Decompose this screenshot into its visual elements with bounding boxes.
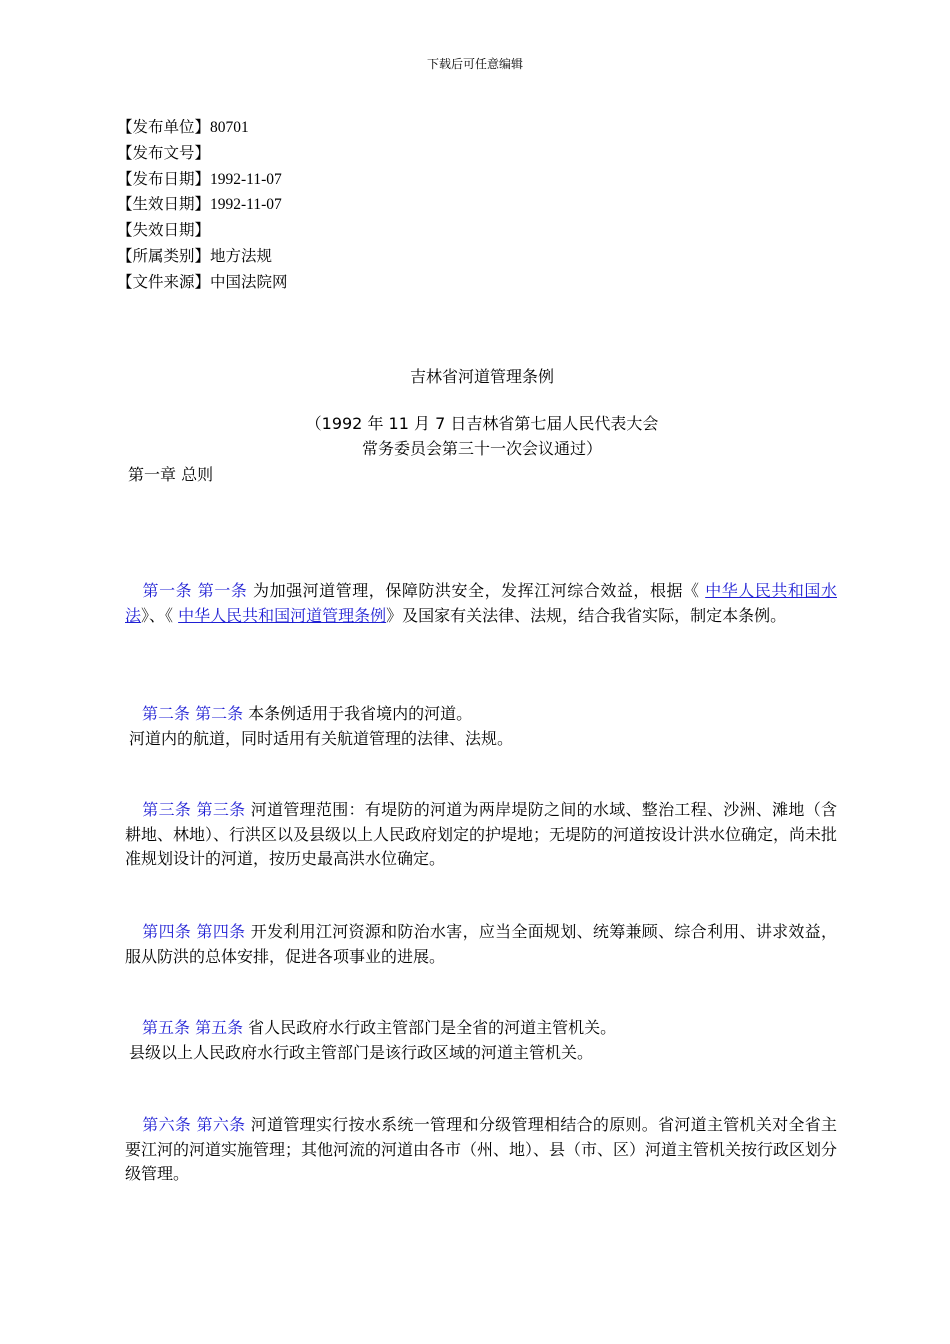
meta-value: 地方法规 — [210, 246, 273, 265]
article-number: 第一条 第一条 — [142, 581, 248, 600]
article-text: 本条例适用于我省境内的河道。 — [243, 704, 473, 723]
article-number: 第二条 第二条 — [142, 704, 244, 723]
article-text: 河道管理范围：有堤防的河道为两岸堤防之间的水域、整治工程、沙洲、滩地（含耕地、林地）、行洪区以及县级以上人民政府划定的护堤地；无堤防的河道按设计洪水位确定，尚未批准规划设计的河道，按历史最高洪水位确定。 — [125, 800, 838, 868]
meta-value: 1992-11-07 — [210, 196, 282, 214]
article-text: 》及国家有关法律、法规，结合我省实际，制定本条例。 — [386, 605, 787, 625]
article-paragraph — [125, 579, 837, 628]
meta-value: 1992-11-07 — [210, 170, 282, 188]
meta-label: 【失效日期】 — [117, 221, 211, 240]
article-text: 》、《 — [141, 605, 179, 625]
article-continuation: 县级以上人民政府水行政主管部门是该行政区域的河道主管机关。 — [129, 1042, 594, 1062]
article-number: 第六条 第六条 — [142, 1115, 246, 1134]
article-text: 为加强河道管理，保障防洪安全，发挥江河综合效益，根据《 — [247, 581, 706, 600]
meta-label: 【发布日期】 — [117, 169, 211, 188]
meta-category — [117, 244, 288, 270]
meta-label: 【所属类别】 — [117, 246, 211, 265]
meta-source — [117, 270, 288, 296]
article-paragraph — [125, 1016, 837, 1041]
article-5 — [125, 1016, 837, 1065]
document-title: 吉林省河道管理条例 — [409, 367, 554, 386]
article-number: 第四条 第四条 — [142, 922, 246, 941]
river-regulation-link[interactable]: 中华人民共和国河道管理条例 — [178, 605, 387, 625]
water-law-link[interactable]: 中华人民共和国水法 — [125, 581, 837, 625]
meta-value: 中国法院网 — [210, 272, 288, 291]
article-text: 开发利用江河资源和防治水害，应当全面规划、统筹兼顾、综合利用、讲求效益，服从防洪的总体安排，促进各项事业的进展。 — [125, 922, 837, 966]
article-paragraph — [125, 920, 837, 969]
meta-label: 【生效日期】 — [117, 195, 211, 214]
meta-label: 【发布单位】 — [117, 118, 211, 136]
meta-label: 【发布文号】 — [117, 143, 211, 162]
article-6 — [125, 1113, 837, 1187]
meta-label: 【文件来源】 — [117, 272, 211, 291]
meta-publisher — [117, 115, 288, 141]
article-number: 第三条 第三条 — [142, 800, 246, 819]
article-text: 河道管理实行按水系统一管理和分级管理相结合的原则。省河道主管机关对全省主要江河的河道实施管理；其他河流的河道由各市（州、地）、县（市、区）河道主管机关按行政区划分级管理。 — [125, 1115, 838, 1183]
article-text: 省人民政府水行政主管部门是全省的河道主管机关。 — [243, 1018, 617, 1037]
meta-effective-date — [117, 192, 288, 218]
article-1 — [125, 579, 837, 628]
subtitle-line: 常务委员会第三十一次会议通过） — [361, 439, 602, 458]
article-3 — [125, 798, 837, 872]
article-4 — [125, 920, 837, 969]
meta-doc-number — [117, 141, 288, 167]
header-note: 下载后可任意编辑 — [426, 57, 523, 71]
metadata-block — [117, 115, 288, 296]
meta-publish-date — [117, 167, 288, 193]
article-continuation: 河道内的航道，同时适用有关航道管理的法律、法规。 — [129, 728, 514, 748]
subtitle-line: （1992 年 11 月 7 日吉林省第七届人民代表大会 — [305, 414, 659, 433]
article-2 — [125, 702, 837, 751]
document-subtitle — [0, 411, 950, 461]
article-number: 第五条 第五条 — [142, 1018, 244, 1037]
article-paragraph — [125, 1113, 837, 1187]
chapter-heading: 第一章 总则 — [128, 465, 214, 484]
article-paragraph — [125, 798, 837, 872]
article-paragraph — [125, 702, 837, 727]
meta-value: 80701 — [210, 119, 249, 136]
meta-expiry-date — [117, 218, 288, 244]
